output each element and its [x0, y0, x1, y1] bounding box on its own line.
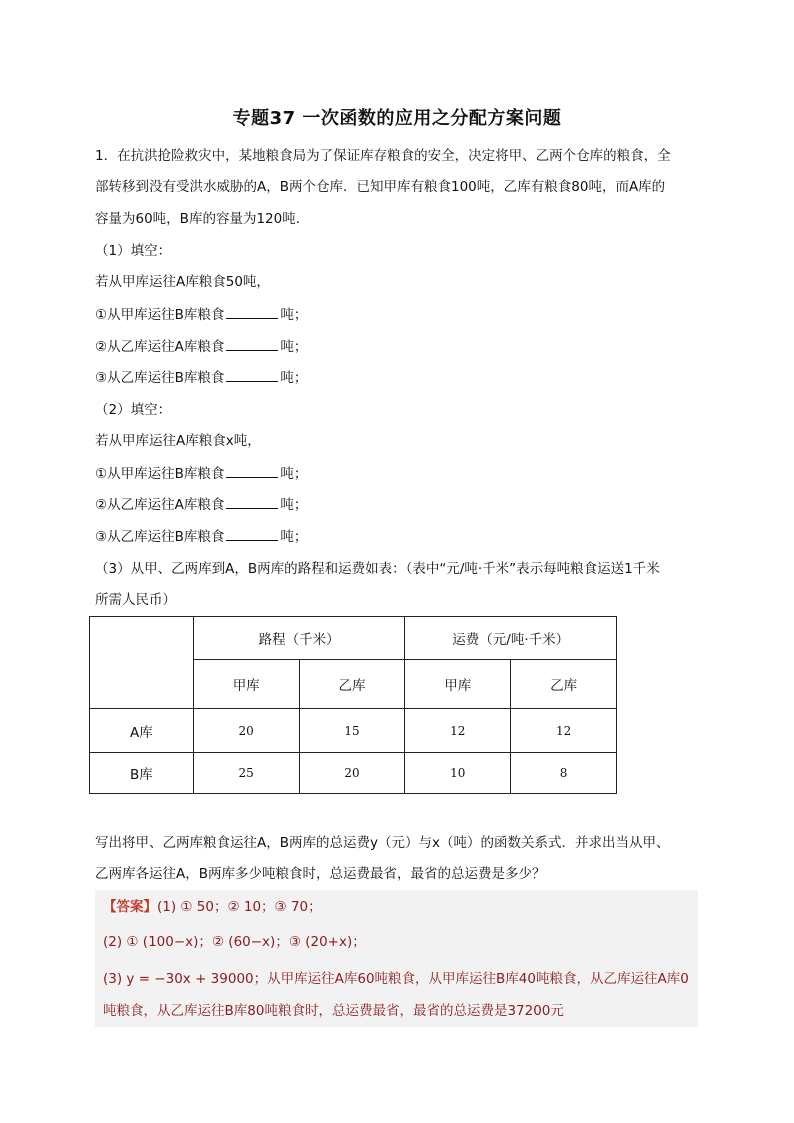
table-subheader: 甲库	[193, 660, 299, 709]
table-row-label: B库	[90, 753, 194, 794]
table-cell: 12	[405, 709, 511, 753]
part2-item-2-text: ②从乙库运往A库粮食	[95, 497, 225, 513]
answer-line2: (2) ① (100−x)；② (60−x)；③ (20+x)；	[103, 934, 366, 950]
table-subheader: 乙库	[299, 660, 405, 709]
answer-blank[interactable]	[226, 526, 278, 541]
table-cell: 20	[193, 709, 299, 753]
unit-suffix: 吨；	[280, 370, 308, 386]
part3-line2: 所需人民币）	[95, 592, 176, 608]
question-line1: 写出将甲、乙两库粮食运往A，B两库的总运费y（元）与x（吨）的函数关系式．并求出当从甲、	[95, 835, 670, 851]
distance-cost-table	[89, 616, 617, 794]
part1-item-3	[95, 367, 307, 388]
table-row	[90, 709, 617, 753]
part1-condition: 若从甲库运往A库粮食50吨，	[95, 274, 270, 290]
part2-condition: 若从甲库运往A库粮食x吨，	[95, 433, 261, 449]
table-cell: 20	[299, 753, 405, 794]
page-title: 专题37 一次函数的应用之分配方案问题	[232, 108, 562, 129]
table-subheader: 乙库	[511, 660, 617, 709]
part1-item-1	[95, 304, 307, 325]
part2-item-3	[95, 526, 307, 547]
table-corner-cell	[90, 617, 194, 709]
answer-tag: 【答案】	[103, 899, 157, 915]
table-cell: 10	[405, 753, 511, 794]
table-row-label: A库	[90, 709, 194, 753]
answer-blank[interactable]	[226, 336, 278, 351]
table-group-header-distance: 路程（千米）	[193, 617, 405, 660]
part1-item-2	[95, 336, 307, 357]
answer-line4: 吨粮食，从乙库运往B库80吨粮食时，总运费最省，最省的总运费是37200元	[103, 1003, 564, 1019]
part2-item-1-text: ①从甲库运往B库粮食	[95, 466, 225, 482]
table-cell: 12	[511, 709, 617, 753]
answer-line3: (3) y = −30x + 39000；从甲库运往A库60吨粮食，从甲库运往B库40吨粮食，从乙库运往A库0	[103, 971, 689, 987]
answer-part1: (1) ① 50；② 10；③ 70；	[157, 899, 322, 915]
part2-item-1	[95, 463, 307, 484]
answer-blank[interactable]	[226, 463, 278, 478]
problem-intro-line3: 容量为60吨，B库的容量为120吨．	[95, 211, 310, 227]
answer-blank[interactable]	[226, 494, 278, 509]
question-line2: 乙两库各运往A，B两库多少吨粮食时，总运费最省，最省的总运费是多少？	[95, 866, 546, 882]
table-row	[90, 753, 617, 794]
part1-item-2-text: ②从乙库运往A库粮食	[95, 339, 225, 355]
unit-suffix: 吨；	[280, 339, 308, 355]
unit-suffix: 吨；	[280, 529, 308, 545]
problem-intro-line2: 部转移到没有受洪水威胁的A，B两个仓库．已知甲库有粮食100吨，乙库有粮食80吨，而A库的	[95, 179, 666, 195]
unit-suffix: 吨；	[280, 307, 308, 323]
answer-box	[95, 890, 698, 1027]
table-cell: 8	[511, 753, 617, 794]
part2-item-3-text: ③从乙库运往B库粮食	[95, 529, 225, 545]
problem-intro-line1: 1．在抗洪抢险救灾中，某地粮食局为了保证库存粮食的安全，决定将甲、乙两个仓库的粮食，全	[95, 148, 671, 164]
table-subheader: 甲库	[405, 660, 511, 709]
unit-suffix: 吨；	[280, 497, 308, 513]
part2-item-2	[95, 494, 307, 515]
answer-line1	[103, 897, 322, 917]
part3-line1: （3）从甲、乙两库到A，B两库的路程和运费如表：（表中“元/吨·千米”表示每吨粮食运送1千米	[95, 561, 660, 577]
part1-heading: （1）填空：	[95, 243, 172, 259]
part1-item-1-text: ①从甲库运往B库粮食	[95, 307, 225, 323]
table-cell: 25	[193, 753, 299, 794]
part2-heading: （2）填空：	[95, 402, 172, 418]
answer-blank[interactable]	[226, 367, 278, 382]
part1-item-3-text: ③从乙库运往B库粮食	[95, 370, 225, 386]
answer-blank[interactable]	[226, 304, 278, 319]
unit-suffix: 吨；	[280, 466, 308, 482]
table-cell: 15	[299, 709, 405, 753]
table-group-header-cost: 运费（元/吨·千米）	[405, 617, 617, 660]
